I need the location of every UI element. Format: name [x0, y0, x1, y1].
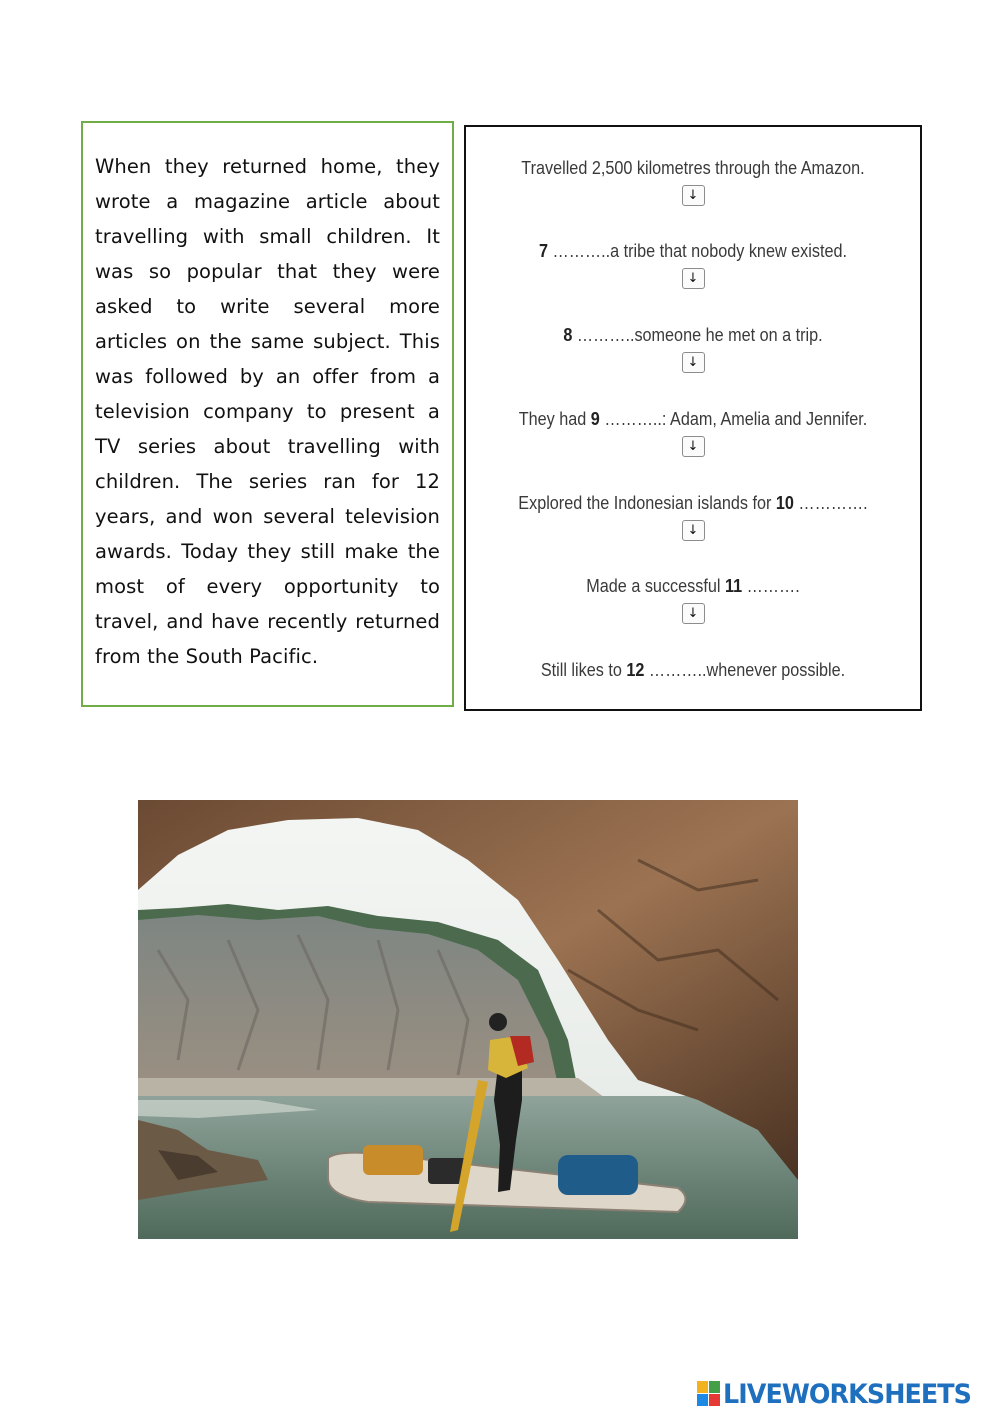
dropdown-arrow-button[interactable]: ↓	[682, 352, 705, 373]
question-row	[466, 491, 920, 541]
liveworksheets-logo-icon	[697, 1381, 721, 1407]
liveworksheets-logo	[697, 1379, 987, 1409]
question-text: Made a successful 11 ……….	[586, 576, 800, 596]
question-text: They had 9 ………..: Adam, Amelia and Jennifer.	[518, 409, 868, 429]
questions-box	[464, 125, 922, 711]
question-text: Travelled 2,500 kilometres through the Amazon.	[521, 158, 865, 178]
question-text: 8 ………..someone he met on a trip.	[563, 325, 823, 345]
dropdown-arrow-button[interactable]: ↓	[682, 185, 705, 206]
question-text: 7 ………..a tribe that nobody knew existed.	[539, 241, 847, 261]
question-row	[466, 323, 920, 373]
question-row	[466, 407, 920, 457]
question-text: Explored the Indonesian islands for 10 ………….	[518, 493, 868, 513]
dropdown-arrow-button[interactable]: ↓	[682, 603, 705, 624]
question-row	[466, 658, 920, 682]
paddleboard-scene-illustration	[138, 800, 798, 1239]
question-row	[466, 156, 920, 206]
dropdown-arrow-button[interactable]: ↓	[682, 436, 705, 457]
question-row	[466, 239, 920, 289]
river-cave-photo	[138, 800, 798, 1239]
reading-passage-box	[81, 121, 454, 707]
reading-passage-text: When they returned home, they wrote a magazine article about travelling with small children. It was so popular that they were asked to write several more articles on the same subject. This was followed by an offer from a television company to present a TV series about travelling with children. The series ran for 12 years, and won several television awards. Today they still make the most of every opportunity to travel, and have recently returned from the South Pacific.	[95, 155, 440, 668]
question-row	[466, 574, 920, 624]
question-text: Still likes to 12 ………..whenever possible.	[540, 660, 846, 680]
dropdown-arrow-button[interactable]: ↓	[682, 520, 705, 541]
liveworksheets-logo-text: LIVEWORKSHEETS	[723, 1378, 972, 1410]
dropdown-arrow-button[interactable]: ↓	[682, 268, 705, 289]
